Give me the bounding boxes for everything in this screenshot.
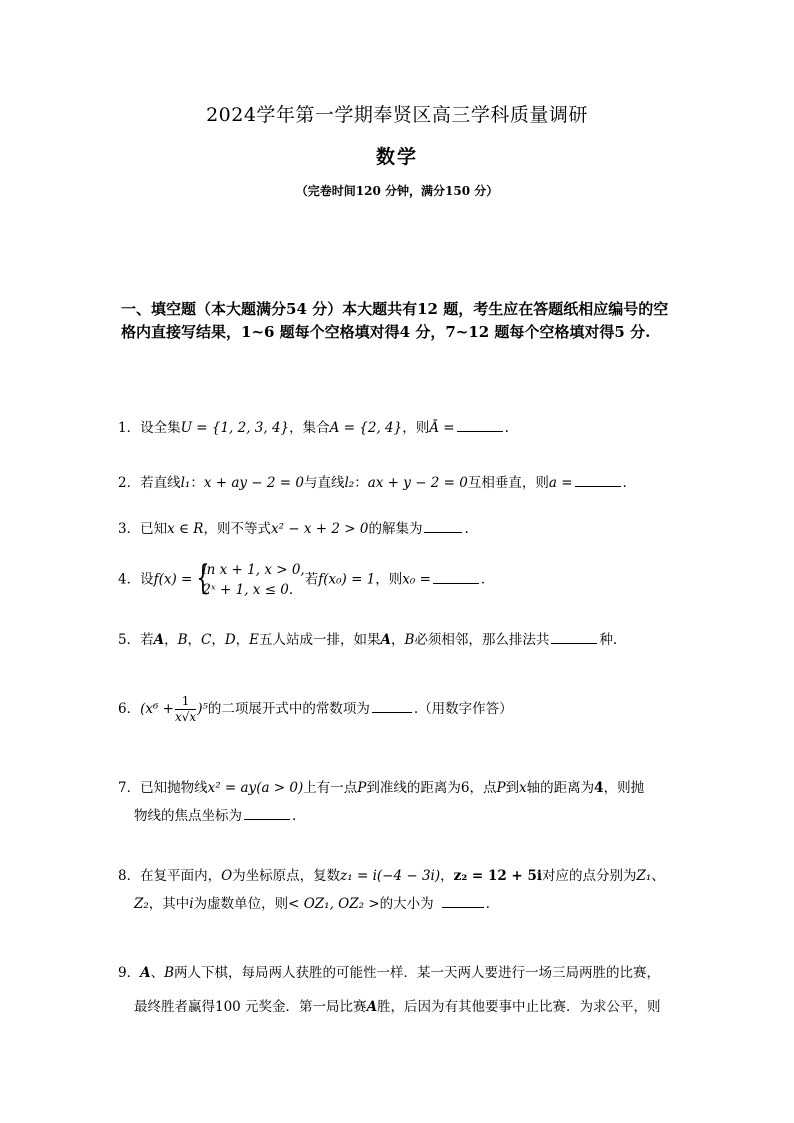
question-number: 8．: [118, 868, 141, 884]
answer-blank: [575, 472, 621, 487]
question-4: 4．设f(x) = { ln x + 1, x > 0, 2ˣ + 1, x ≤ 0. 若f(x₀) = 1，则x₀ = .: [118, 558, 486, 598]
question-6: 6．(x⁶ + $\frac{1}{x√x}$ )⁵的二项展开式中的常数项为 .（用数字作答）: [118, 694, 513, 724]
question-number: 6．: [118, 701, 141, 717]
question-1: 1．设全集U = {1, 2, 3, 4}，集合A = {2, 4}，则Ā = .: [118, 414, 683, 442]
answer-blank: [442, 893, 484, 908]
left-brace: {: [196, 558, 210, 598]
question-3: 3．已知x ∈ R，则不等式x² − x + 2 > 0的解集为 .: [118, 515, 683, 543]
question-number: 2．: [118, 475, 141, 491]
subject-title: 数学: [375, 146, 418, 168]
question-2: 2．若直线l₁：x + ay − 2 = 0与直线l₂：ax + y − 2 = 0互相垂直，则a = .: [118, 469, 683, 497]
answer-blank: [244, 805, 290, 820]
question-number: 9．: [118, 965, 141, 981]
question-number: 3．: [118, 521, 141, 537]
fraction: $\frac{1}{x√x}$: [175, 694, 197, 724]
question-7: 7．已知抛物线x² = ay(a > 0)上有一点P到准线的距离为6，点P到x轴的距离为4，则抛 物线的焦点坐标为 .: [118, 780, 645, 824]
question-5: 5．若A，B，C，D，E五人站成一排，如果A，B必须相邻，那么排法共 种.: [118, 626, 683, 654]
section-1-heading: 一、填空题（本大题满分54 分）本大题共有12 题，考生应在答题纸相应编号的空格内直接写结果，1~6 题每个空格填对得4 分，7~12 题每个空格填对得5 分.: [121, 300, 669, 341]
question-number: 1．: [118, 420, 141, 436]
answer-blank: [551, 629, 597, 644]
answer-blank: [457, 417, 503, 432]
piecewise-function: { ln x + 1, x > 0, 2ˣ + 1, x ≤ 0.: [196, 558, 305, 598]
answer-blank: [433, 569, 479, 584]
time-info: （完卷时间120 分钟，满分150 分）: [295, 184, 499, 198]
question-number: 4．: [118, 571, 141, 588]
question-8: 8．在复平面内，O为坐标原点，复数z₁ = i(−4 − 3i)，z₂ = 12 + 5i对应的点分别为Z₁、 Z₂，其中i为虚数单位，则< OZ₁, OZ₂ >的大小为 .: [118, 868, 665, 912]
answer-blank: [372, 698, 412, 713]
answer-blank: [424, 518, 462, 533]
exam-title: 2024学年第一学期奉贤区高三学科质量调研: [206, 104, 588, 126]
question-9: 9．A、B两人下棋，每局两人获胜的可能性一样．某一天两人要进行一场三局两胜的比赛， 最终胜者赢得100 元奖金．第一局比赛A胜，后因为有其他要事中止比赛．为求公平，则: [118, 965, 661, 1015]
question-number: 7．: [118, 780, 141, 796]
question-number: 5．: [118, 632, 141, 648]
